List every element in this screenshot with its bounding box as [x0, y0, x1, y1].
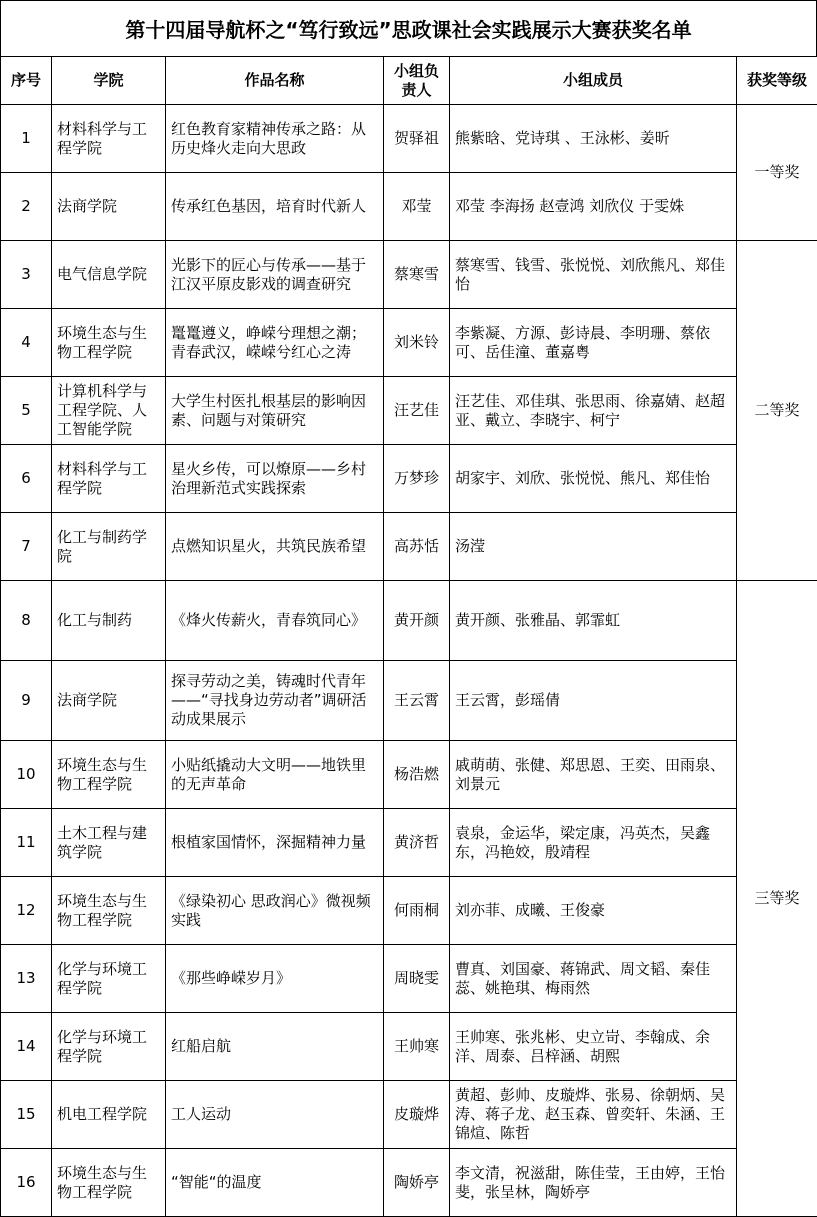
- row-index: 7: [1, 513, 52, 581]
- row-index: 6: [1, 445, 52, 513]
- row-index: 4: [1, 309, 52, 377]
- row-work: 小贴纸撬动大文明——地铁里的无声革命: [166, 741, 384, 809]
- row-leader: 贺驿祖: [384, 105, 450, 173]
- row-leader: 王云霄: [384, 661, 450, 741]
- row-college: 计算机科学与工程学院、人工智能学院: [52, 377, 166, 445]
- row-members: 邓莹 李海扬 赵壹鸿 刘欣仪 于雯姝: [450, 173, 737, 241]
- table-row: [1, 377, 817, 445]
- table-row: [1, 173, 817, 241]
- row-work: “智能“的温度: [166, 1149, 384, 1217]
- row-work: 鼍鼍遵义，峥嵘兮理想之潮；青春武汉，嵘嵘兮红心之涛: [166, 309, 384, 377]
- row-leader: 何雨桐: [384, 877, 450, 945]
- table-row: [1, 1013, 817, 1081]
- row-college: 材料科学与工程学院: [52, 445, 166, 513]
- row-work: 《绿染初心 思政润心》微视频实践: [166, 877, 384, 945]
- row-college: 环境生态与生物工程学院: [52, 309, 166, 377]
- table-row: [1, 241, 817, 309]
- row-college: 材料科学与工程学院: [52, 105, 166, 173]
- row-index: 14: [1, 1013, 52, 1081]
- row-index: 5: [1, 377, 52, 445]
- award-first: 一等奖: [737, 105, 817, 241]
- row-college: 环境生态与生物工程学院: [52, 1149, 166, 1217]
- row-members: 黄超、彭帅、皮璇烨、张易、徐朝炳、吴涛、蒋子龙、赵玉森、曾奕轩、朱涵、王锦煊、陈哲: [450, 1081, 737, 1149]
- table-row: [1, 105, 817, 173]
- table-row: [1, 513, 817, 581]
- table-row: [1, 1081, 817, 1149]
- table-row: [1, 741, 817, 809]
- row-members: 戚萌萌、张健、郑思恩、王奕、田雨泉、刘景元: [450, 741, 737, 809]
- row-index: 1: [1, 105, 52, 173]
- row-index: 16: [1, 1149, 52, 1217]
- row-leader: 高苏恬: [384, 513, 450, 581]
- header-award: 获奖等级: [737, 57, 817, 105]
- row-members: 刘亦菲、成曦、王俊豪: [450, 877, 737, 945]
- table-row: [1, 877, 817, 945]
- row-college: 机电工程学院: [52, 1081, 166, 1149]
- row-college: 法商学院: [52, 661, 166, 741]
- row-index: 12: [1, 877, 52, 945]
- row-leader: 皮璇烨: [384, 1081, 450, 1149]
- row-leader: 万梦珍: [384, 445, 450, 513]
- row-college: 化工与制药: [52, 581, 166, 661]
- award-second: 二等奖: [737, 241, 817, 581]
- table-row: [1, 581, 817, 661]
- table-header-row: [1, 57, 817, 105]
- page-title: 第十四届导航杯之“笃行致远”思政课社会实践展示大赛获奖名单: [0, 0, 817, 56]
- row-index: 3: [1, 241, 52, 309]
- table-row: [1, 309, 817, 377]
- row-members: 李文清，祝滋甜，陈佳莹，王由婷，王怡斐，张呈林，陶娇亭: [450, 1149, 737, 1217]
- row-index: 8: [1, 581, 52, 661]
- row-leader: 周晓雯: [384, 945, 450, 1013]
- row-leader: 刘米铃: [384, 309, 450, 377]
- row-members: 王云霄，彭瑶倩: [450, 661, 737, 741]
- table-row: [1, 809, 817, 877]
- row-work: 《烽火传薪火，青春筑同心》: [166, 581, 384, 661]
- row-college: 环境生态与生物工程学院: [52, 877, 166, 945]
- row-work: 工人运动: [166, 1081, 384, 1149]
- row-leader: 王帅寒: [384, 1013, 450, 1081]
- row-work: 传承红色基因，培育时代新人: [166, 173, 384, 241]
- row-work: 光影下的匠心与传承——基于江汉平原皮影戏的调查研究: [166, 241, 384, 309]
- row-leader: 邓莹: [384, 173, 450, 241]
- row-college: 电气信息学院: [52, 241, 166, 309]
- row-work: 探寻劳动之美，铸魂时代青年——“寻找身边劳动者”调研活动成果展示: [166, 661, 384, 741]
- header-work: 作品名称: [166, 57, 384, 105]
- table-row: [1, 445, 817, 513]
- row-college: 环境生态与生物工程学院: [52, 741, 166, 809]
- row-work: 根植家国情怀，深掘精神力量: [166, 809, 384, 877]
- row-members: 汤滢: [450, 513, 737, 581]
- row-members: 王帅寒、张兆彬、史立岢、李翰成、余洋、周泰、吕梓涵、胡熙: [450, 1013, 737, 1081]
- row-index: 15: [1, 1081, 52, 1149]
- row-members: 胡家宇、刘欣、张悦悦、熊凡、郑佳怡: [450, 445, 737, 513]
- row-work: 《那些峥嵘岁月》: [166, 945, 384, 1013]
- row-work: 大学生村医扎根基层的影响因素、问题与对策研究: [166, 377, 384, 445]
- award-third: 三等奖: [737, 581, 817, 1217]
- row-members: 黄开颜、张雅晶、郭霏虹: [450, 581, 737, 661]
- table-row: [1, 661, 817, 741]
- row-members: 汪艺佳、邓佳琪、张思雨、徐嘉婧、赵超亚、戴立、李晓宇、柯宁: [450, 377, 737, 445]
- row-leader: 黄济哲: [384, 809, 450, 877]
- row-work: 点燃知识星火，共筑民族希望: [166, 513, 384, 581]
- row-college: 土木工程与建筑学院: [52, 809, 166, 877]
- row-leader: 杨浩燃: [384, 741, 450, 809]
- header-college: 学院: [52, 57, 166, 105]
- row-leader: 蔡寒雪: [384, 241, 450, 309]
- row-leader: 汪艺佳: [384, 377, 450, 445]
- row-college: 法商学院: [52, 173, 166, 241]
- header-index: 序号: [1, 57, 52, 105]
- row-index: 11: [1, 809, 52, 877]
- row-members: 李紫凝、方源、彭诗晨、李明珊、蔡依可、岳佳潼、董嘉粤: [450, 309, 737, 377]
- header-members: 小组成员: [450, 57, 737, 105]
- table-row: [1, 1149, 817, 1217]
- row-college: 化学与环境工程学院: [52, 945, 166, 1013]
- table-row: [1, 945, 817, 1013]
- row-college: 化学与环境工程学院: [52, 1013, 166, 1081]
- row-leader: 陶娇亭: [384, 1149, 450, 1217]
- row-college: 化工与制药学院: [52, 513, 166, 581]
- row-index: 2: [1, 173, 52, 241]
- award-table: [0, 56, 817, 1217]
- row-members: 蔡寒雪、钱雪、张悦悦、刘欣熊凡、郑佳怡: [450, 241, 737, 309]
- row-index: 13: [1, 945, 52, 1013]
- row-members: 熊紫晗、党诗琪 、王泳彬、姜昕: [450, 105, 737, 173]
- row-work: 星火乡传，可以燎原——乡村治理新范式实践探索: [166, 445, 384, 513]
- row-leader: 黄开颜: [384, 581, 450, 661]
- row-work: 红色教育家精神传承之路：从历史烽火走向大思政: [166, 105, 384, 173]
- row-index: 10: [1, 741, 52, 809]
- row-members: 袁泉，金运华，梁定康，冯英杰，吴鑫东，冯艳姣，殷靖程: [450, 809, 737, 877]
- row-members: 曹真、刘国豪、蒋锦武、周文韬、秦佳蕊、姚艳琪、梅雨然: [450, 945, 737, 1013]
- row-work: 红船启航: [166, 1013, 384, 1081]
- header-leader: 小组负责人: [384, 57, 450, 105]
- row-index: 9: [1, 661, 52, 741]
